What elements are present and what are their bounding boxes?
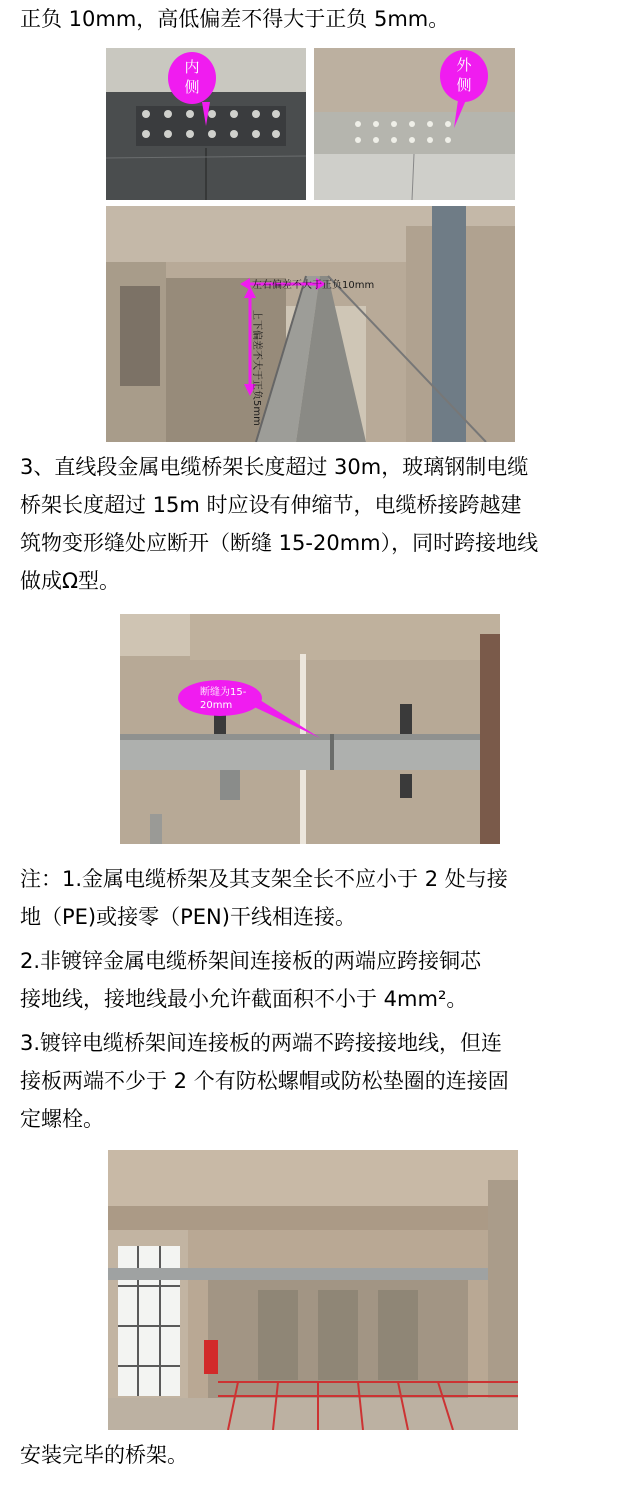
horizontal-tolerance-label: 左右偏差不大于正负10mm bbox=[252, 280, 375, 291]
note-line: 定螺栓。 bbox=[20, 1107, 104, 1131]
note-line: 接地线，接地线最小允许截面积不小于 4mm²。 bbox=[20, 987, 468, 1011]
inner-callout-line2: 侧 bbox=[184, 78, 200, 96]
gap-callout-line1: 断缝为15- bbox=[200, 687, 247, 698]
section-3-line: 做成Ω型。 bbox=[20, 569, 121, 593]
photo-inner-side bbox=[106, 48, 306, 200]
outer-callout-line1: 外 bbox=[456, 56, 472, 74]
gap-callout-line2: 20mm bbox=[200, 700, 233, 711]
section-3-line: 筑物变形缝处应断开（断缝 15-20mm），同时跨接地线 bbox=[20, 531, 539, 555]
photo-installed-trays bbox=[108, 1150, 518, 1430]
caption-text: 安装完毕的桥架。 bbox=[20, 1443, 188, 1467]
inner-callout-line1: 内 bbox=[184, 58, 200, 76]
photo-tray-tolerance bbox=[106, 206, 515, 442]
note-line: 接板两端不少于 2 个有防松螺帽或防松垫圈的连接固 bbox=[20, 1069, 509, 1093]
note-line: 3.镀锌电缆桥架间连接板的两端不跨接接地线，但连 bbox=[20, 1031, 503, 1055]
vertical-tolerance-label: 上下偏差不大于正负5mm bbox=[251, 310, 262, 426]
note-line: 2.非镀锌金属电缆桥架间连接板的两端应跨接铜芯 bbox=[20, 949, 482, 973]
note-line: 地（PE)或接零（PEN)干线相连接。 bbox=[20, 905, 356, 929]
intro-line: 正负 10mm，高低偏差不得大于正负 5mm。 bbox=[20, 7, 450, 31]
note-line: 注：1.金属电缆桥架及其支架全长不应小于 2 处与接 bbox=[20, 867, 508, 891]
photo-outer-side bbox=[314, 48, 515, 200]
section-3-line: 桥架长度超过 15m 时应设有伸缩节，电缆桥接跨越建 bbox=[20, 493, 522, 517]
photo-gap bbox=[120, 614, 500, 844]
section-3-line: 3、直线段金属电缆桥架长度超过 30m，玻璃钢制电缆 bbox=[20, 455, 529, 479]
outer-callout-line2: 侧 bbox=[456, 76, 472, 94]
